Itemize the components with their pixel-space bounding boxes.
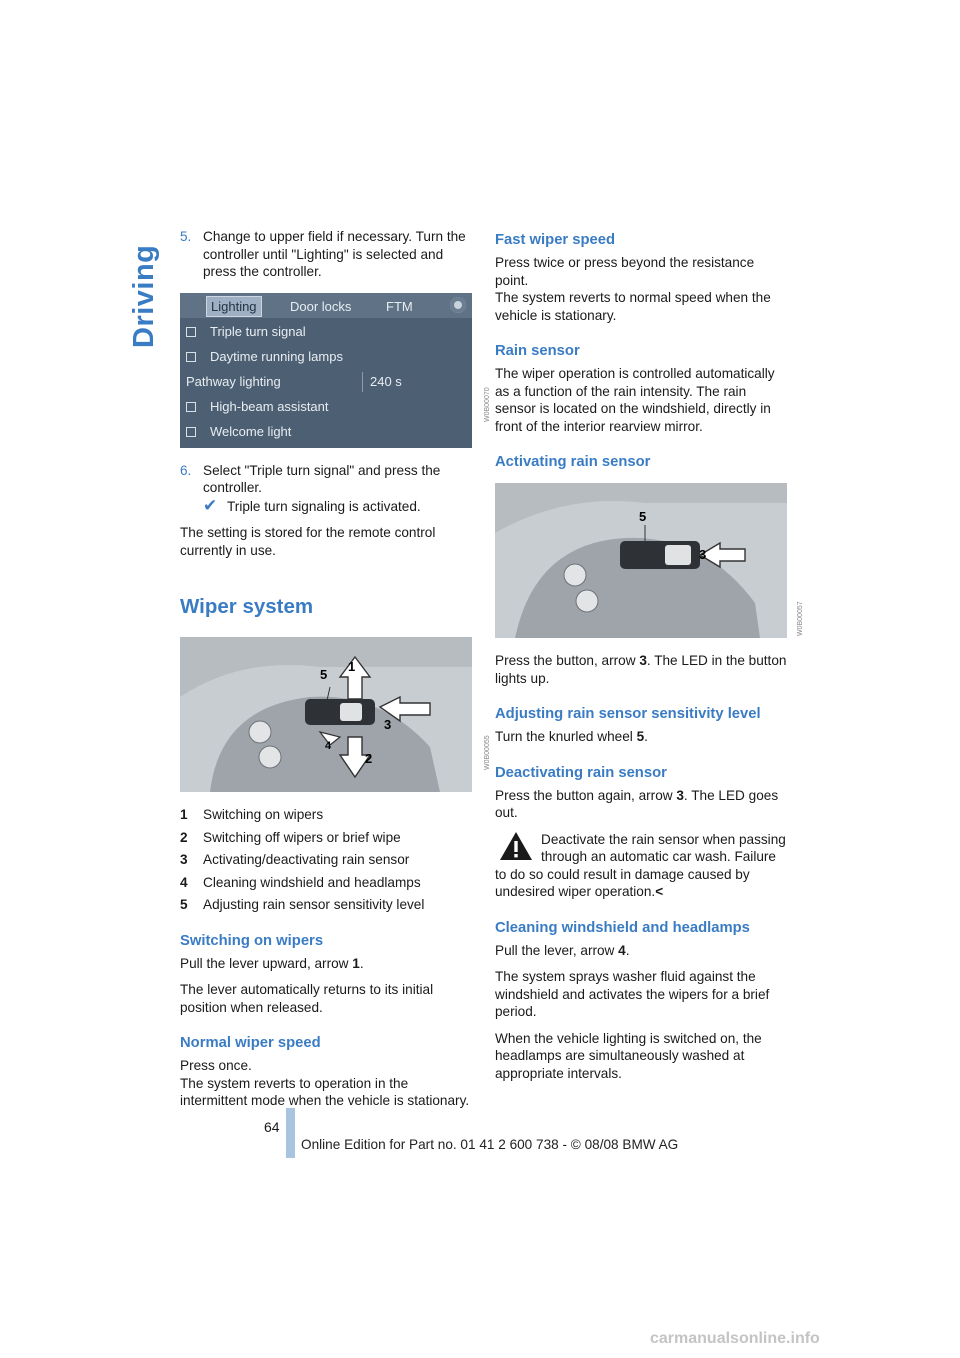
list-item: 2 Switching off wipers or brief wipe <box>180 829 401 845</box>
step-text: Change to upper field if necessary. Turn the controller until "Lighting" is selected and press the controller. <box>203 229 466 279</box>
menu-row: High-beam assistant <box>186 397 329 417</box>
lighting-menu-screenshot <box>180 293 472 448</box>
watermark: carmanualsonline.info <box>650 1330 820 1347</box>
callout-4: 4 <box>325 740 332 752</box>
normal-speed-text-2: The system reverts to operation in the intermittent mode when the vehicle is stationary. <box>180 1075 470 1108</box>
wiper-system-heading: Wiper system <box>180 595 314 618</box>
wiper-lever-illustration <box>180 637 472 792</box>
checkmark-icon: ✔ <box>203 495 218 515</box>
deactivating-heading: Deactivating rain sensor <box>495 764 667 781</box>
list-item: 5 Adjusting rain sensor sensitivity level <box>180 897 425 912</box>
list-item: 4 Cleaning windshield and headlamps <box>180 874 421 890</box>
rain-sensor-illustration <box>495 483 787 638</box>
callout-5: 5 <box>320 667 328 682</box>
pathway-value: 240 s <box>370 373 402 389</box>
cleaning-heading: Cleaning windshield and headlamps <box>495 919 750 936</box>
normal-speed-text: Press once. <box>180 1058 252 1073</box>
step-5 <box>180 228 475 281</box>
step-6 <box>180 462 475 516</box>
checkbox-icon <box>186 352 196 362</box>
figure-code: W0B00057 <box>797 601 804 636</box>
step-text: Select "Triple turn signal" and press the controller. <box>203 462 441 495</box>
adjusting-heading: Adjusting rain sensor sensitivity level <box>495 706 761 722</box>
menu-row: Pathway lighting <box>186 373 281 389</box>
fast-speed-text: Press twice or press beyond the resistance point. <box>495 255 755 288</box>
activating-heading: Activating rain sensor <box>495 454 651 470</box>
divider <box>362 372 363 392</box>
left-column <box>180 228 475 1119</box>
fast-speed-text-2: The system reverts to normal speed when the vehicle is stationary. <box>495 290 771 323</box>
rain-sensor-text: The wiper operation is controlled automatically as a function of the rain intensity. The rain sensor is located on the windshield, directly in front of the interior rearview mirror. <box>495 366 775 434</box>
page-number: 64 <box>264 1119 280 1135</box>
activating-text: Press the button, arrow 3. The LED in the button lights up. <box>495 653 787 686</box>
cleaning-text: Pull the lever, arrow 4. <box>495 942 630 958</box>
tab-lighting: Lighting <box>206 296 262 318</box>
step-result: Triple turn signaling is activated. <box>227 498 421 514</box>
screen-tab-bar <box>180 293 472 318</box>
warning-triangle-icon <box>499 831 533 861</box>
menu-row: Triple turn signal <box>186 322 306 342</box>
wiper-lever-figure <box>180 637 472 792</box>
list-item: 1 Switching on wipers <box>180 807 324 822</box>
tab-ftm: FTM <box>386 298 413 314</box>
tab-door-locks: Door locks <box>290 298 352 314</box>
callout-3: 3 <box>699 547 707 562</box>
rain-sensor-figure <box>495 483 787 638</box>
rain-sensor-heading: Rain sensor <box>495 343 580 359</box>
end-marker: < <box>655 884 664 899</box>
figure-code: W0B00055 <box>484 735 491 770</box>
checkbox-icon <box>186 327 196 337</box>
adjusting-text: Turn the knurled wheel 5. <box>495 729 648 744</box>
normal-speed-heading: Normal wiper speed <box>180 1035 321 1051</box>
callout-2: 2 <box>365 751 373 766</box>
switching-on-text-2: The lever automatically returns to its initial position when released. <box>180 982 434 1015</box>
step-number: 5. <box>180 229 192 244</box>
section-title: Driving <box>128 244 160 348</box>
callout-3: 3 <box>384 717 392 732</box>
callout-1: 1 <box>348 659 356 674</box>
menu-row: Daytime running lamps <box>186 347 343 367</box>
cleaning-text-2: The system sprays washer fluid against the windshield and activates the wipers for a brief period. <box>495 969 770 1019</box>
step-number: 6. <box>180 462 192 478</box>
list-item: 3 Activating/deactivating rain sensor <box>180 852 410 867</box>
cleaning-text-3: When the vehicle lighting is switched on, the headlamps are simultaneously washed at appropriate intervals. <box>495 1030 762 1081</box>
footer-edition: Online Edition for Part no. 01 41 2 600 738 - © 08/08 BMW AG <box>301 1137 679 1152</box>
fast-speed-heading: Fast wiper speed <box>495 232 616 248</box>
warning-note: Deactivate the rain sensor when passing through an automatic car wash. Failure to do so could result in damage caused by undesired wiper operation.< <box>495 831 786 899</box>
figure-code: W0B00070 <box>484 387 491 422</box>
stored-note: The setting is stored for the remote control currently in use. <box>180 525 436 558</box>
controller-icon <box>450 297 466 313</box>
switching-on-text: Pull the lever upward, arrow 1. <box>180 955 364 971</box>
footer-bar <box>286 1108 295 1158</box>
right-column <box>495 228 790 1091</box>
callout-5: 5 <box>639 509 647 524</box>
switching-on-heading: Switching on wipers <box>180 932 324 949</box>
deactivating-text: Press the button again, arrow 3. The LED goes out. <box>495 787 779 820</box>
checkbox-icon <box>186 427 196 437</box>
menu-row: Welcome light <box>186 422 291 442</box>
checkbox-icon <box>186 402 196 412</box>
